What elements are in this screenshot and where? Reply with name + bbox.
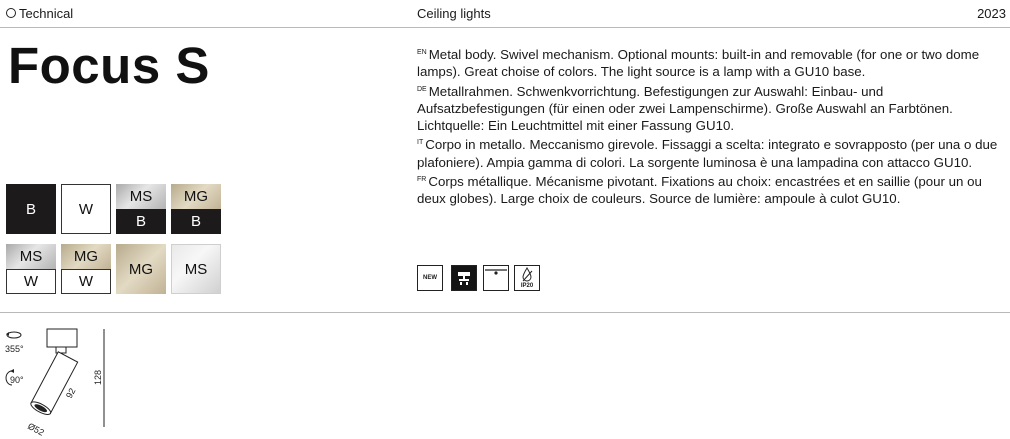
swatch-ms-black: [116, 184, 166, 234]
top-divider: [0, 27, 1010, 28]
ip-rating-label: IP20: [520, 283, 534, 289]
year-label: 2023: [977, 6, 1006, 21]
lamp-body: [29, 352, 78, 417]
swatch-label-bottom: W: [6, 269, 56, 294]
product-title: Focus S: [8, 37, 210, 94]
swatch-label: MS: [184, 260, 208, 278]
description-fr: [417, 171, 1007, 208]
mount-base: [47, 329, 77, 347]
swatch-label: MG: [128, 260, 154, 278]
description-text: Metal body. Swivel mechanism. Optional mounts: built-in and removable (for one or two dome lamps). Great choise of colors. The light source is a lamp with a GU10 base.: [417, 47, 980, 80]
category-label: Ceiling lights: [417, 6, 491, 21]
section-text: Technical: [19, 6, 74, 21]
lang-code: FR: [417, 176, 427, 184]
lang-code: EN: [417, 49, 427, 56]
section-label: [6, 6, 73, 21]
rotate-horizontal-icon: [6, 332, 21, 338]
swatch-label-bottom: W: [61, 269, 111, 294]
swatch-label-bottom: B: [116, 209, 166, 234]
description-text: Corps métallique. Mécanisme pivotant. Fixations au choix: encastrées et en saillie (pour un ou deux globes). Large choix de couleurs. Source de lumière: ampoule à culot GU10.: [417, 174, 982, 207]
height-label: 128: [93, 369, 103, 385]
diameter-label: Ø52: [26, 420, 46, 438]
ip20-icon: [514, 265, 540, 291]
swivel-joint: [56, 347, 66, 353]
description-en: [417, 44, 1007, 81]
lang-code: DE: [417, 85, 427, 93]
swatch-white: [61, 184, 111, 234]
swatch-label-top: MS: [116, 184, 166, 209]
swatch-black: [6, 184, 56, 234]
ceiling-mount-icon: [483, 265, 509, 291]
header-bar: [0, 0, 1010, 27]
swatch-ms-white: [6, 244, 56, 294]
swatch-ms: [171, 244, 221, 294]
swatch-label-top: MG: [61, 244, 111, 269]
circle-icon: [6, 8, 16, 18]
technical-drawing: [0, 325, 120, 439]
rotation-horizontal-label: 355°: [5, 344, 24, 354]
description-block: [417, 44, 1007, 208]
rotation-vertical-label: 90°: [10, 375, 24, 385]
track-mount-icon: [451, 265, 477, 291]
length-label: 92: [63, 386, 78, 400]
description-text: Corpo in metallo. Meccanismo girevole. Fissaggi a scelta: integrato e sovrapposto (per una o due plafoniere). Ampia gamma di colori. La sorgente luminosa è una lampadina con attacco GU10.: [417, 137, 998, 170]
swatch-label: W: [78, 200, 94, 218]
swatch-label-top: MS: [6, 244, 56, 269]
description-text: Metallrahmen. Schwenkvorrichtung. Befestigungen zur Auswahl: Einbau- und Aufsatzbefestigungen (für einen oder zwei Lampenschirme). Große Auswahl an Farbtönen. Lichtquelle: Ein Leuchtmittel mit einer Fassung GU10.: [417, 83, 953, 134]
description-it: [417, 134, 1007, 171]
bottom-divider: [0, 312, 1010, 313]
swatch-label: B: [25, 200, 36, 218]
swatch-mg-black: [171, 184, 221, 234]
swatch-label-top: MG: [171, 184, 221, 209]
new-badge-icon: NEW: [417, 265, 443, 291]
swatch-mg: [116, 244, 166, 294]
swatch-label-bottom: B: [171, 209, 221, 234]
lang-code: IT: [417, 139, 424, 147]
description-de: [417, 81, 1007, 135]
swatch-mg-white: [61, 244, 111, 294]
